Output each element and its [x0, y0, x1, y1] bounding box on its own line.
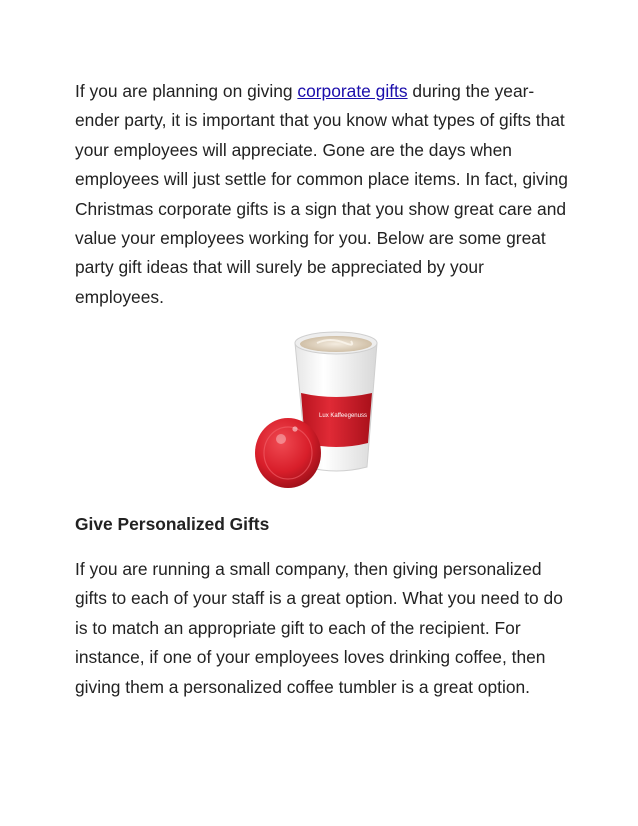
- intro-text-end: during the year-ender party, it is important that you know what types of gifts that your employees will appreciate. Gone are the days when employees will just settle for common place items. In fact, giving Christmas corporate gifts is a sign that you show great care and value your employees working for you. Below are some great party gift ideas that will surely be appreciated by your employees.: [75, 81, 568, 307]
- coffee-tumbler-illustration: [255, 325, 390, 497]
- corporate-gifts-link[interactable]: corporate gifts: [297, 81, 408, 101]
- coffee-tumbler-image: [255, 325, 390, 497]
- red-lid: [255, 418, 321, 488]
- intro-paragraph: [75, 77, 575, 312]
- section-paragraph: If you are running a small company, then giving personalized gifts to each of your staff is a great option. What you need to do is to match an appropriate gift to each of the recipient. For instance, if one of your employees loves drinking coffee, then giving them a personalized coffee tumbler is a great option.: [75, 559, 563, 697]
- section-heading: Give Personalized Gifts: [75, 514, 270, 534]
- sleeve-brand-text: Lux Kaffeegenuss: [319, 413, 367, 419]
- intro-text-start: If you are planning on giving: [75, 81, 298, 101]
- coffee-foam: [300, 336, 372, 352]
